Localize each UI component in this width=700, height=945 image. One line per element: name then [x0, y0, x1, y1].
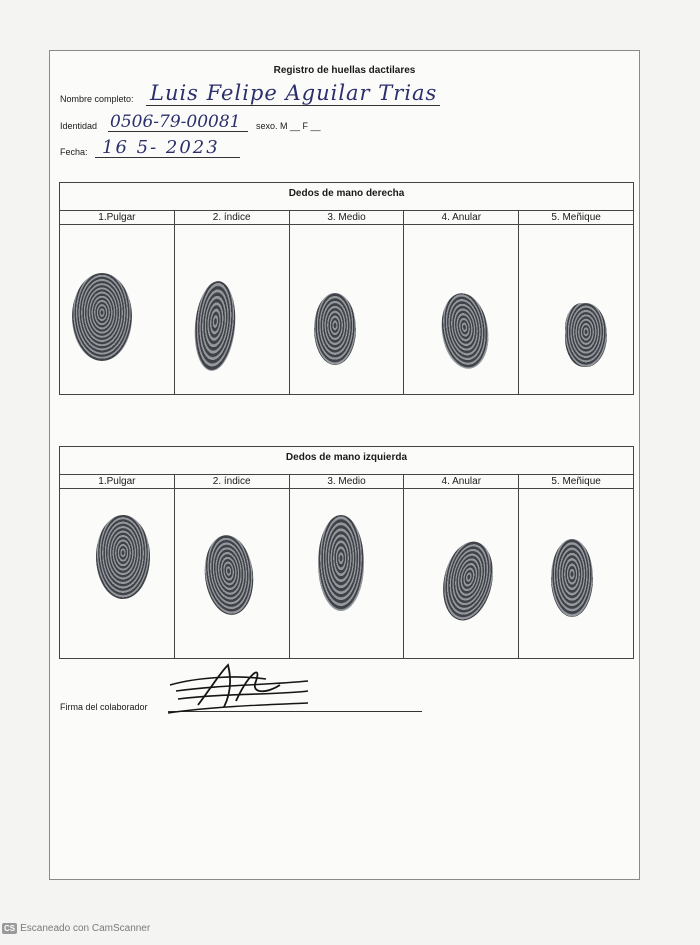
date-value: 16 5- 2023 [102, 137, 220, 158]
fingerprint-image [437, 537, 501, 625]
right-hand-title: Dedos de mano derecha [60, 183, 633, 211]
left-finger-header: 5. Meñique [518, 475, 633, 488]
left-finger-header: 3. Medio [289, 475, 404, 488]
fingerprint-image [551, 539, 593, 617]
left-hand-prints [60, 489, 633, 658]
left-finger-header: 4. Anular [403, 475, 518, 488]
right-little-cell [518, 225, 633, 394]
fingerprint-image [314, 293, 356, 365]
form-title: Registro de huellas dactilares [273, 65, 416, 76]
left-middle-cell [289, 489, 404, 658]
sex-label: sexo. M __ F __ [256, 121, 321, 131]
left-finger-header: 2. índice [174, 475, 289, 488]
fingerprint-image [437, 290, 493, 372]
left-index-cell [174, 489, 289, 658]
fingerprint-image [565, 303, 607, 367]
left-little-cell [518, 489, 633, 658]
name-label: Nombre completo: [60, 94, 134, 104]
right-finger-header: 3. Medio [289, 211, 404, 224]
fingerprint-image [72, 273, 132, 361]
name-value: Luis Felipe Aguilar Trias [150, 81, 438, 105]
left-ring-cell [403, 489, 518, 658]
right-hand-table [59, 182, 634, 395]
right-ring-cell [403, 225, 518, 394]
scanner-footer [2, 923, 150, 934]
id-label: Identidad [60, 121, 98, 131]
fingerprint-image [191, 279, 239, 372]
left-hand-table [59, 446, 634, 659]
fingerprint-image [96, 515, 150, 599]
left-hand-title: Dedos de mano izquierda [60, 447, 633, 475]
left-finger-header: 1.Pulgar [98, 476, 136, 487]
date-label: Fecha: [60, 147, 88, 157]
right-hand-prints [60, 225, 633, 394]
fingerprint-image [201, 533, 257, 618]
right-finger-header: 4. Anular [403, 211, 518, 224]
fingerprint-image [318, 515, 364, 611]
left-thumb-cell [60, 489, 174, 658]
left-hand-headers [60, 475, 633, 489]
right-finger-header: 5. Meñique [518, 211, 633, 224]
camscanner-logo: CS [4, 924, 16, 933]
signature-label: Firma del colaborador [60, 702, 148, 712]
id-value: 0506-79-00081 [110, 112, 241, 132]
scanner-footer-text: Escaneado con CamScanner [20, 923, 151, 934]
right-thumb-cell [60, 225, 174, 394]
right-middle-cell [289, 225, 404, 394]
right-finger-header: 1.Pulgar [98, 212, 136, 223]
signature-image [158, 655, 318, 719]
right-index-cell [174, 225, 289, 394]
name-line [146, 105, 440, 106]
right-finger-header: 2. índice [174, 211, 289, 224]
fingerprint-form [49, 50, 640, 880]
right-hand-headers [60, 211, 633, 225]
